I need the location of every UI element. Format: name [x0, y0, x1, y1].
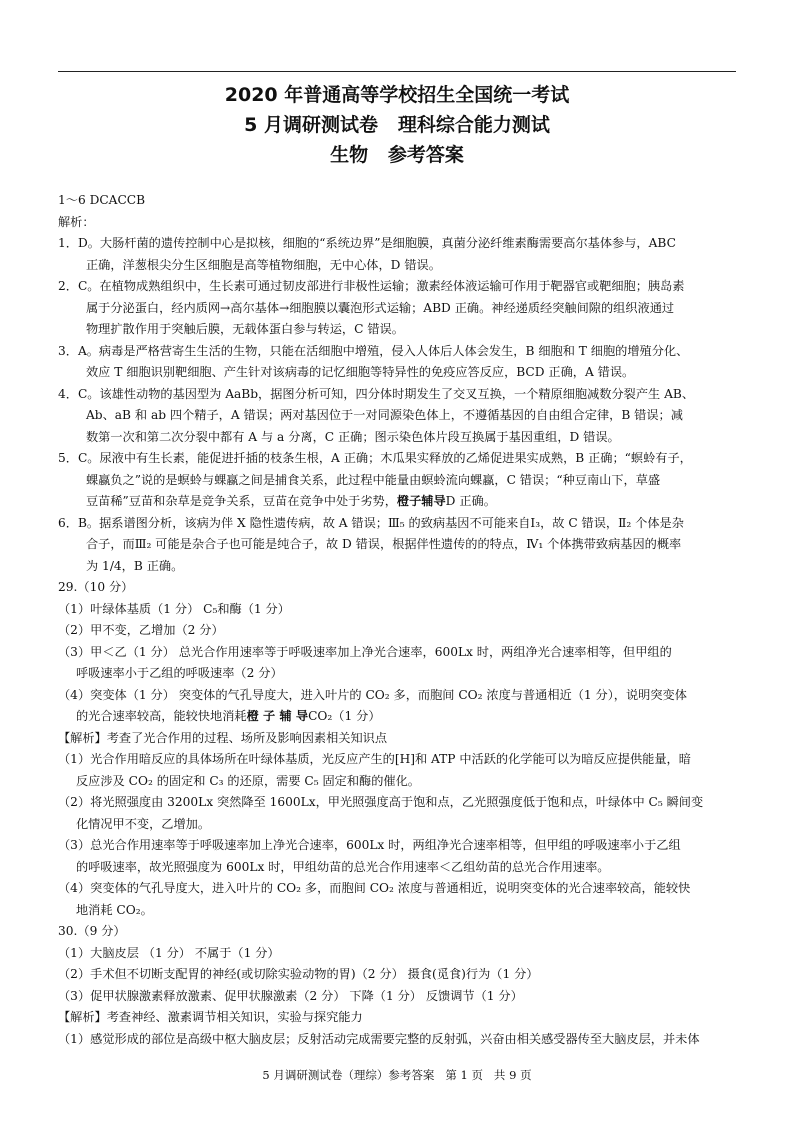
q29-analysis-heading: 【解析】考查了光合作用的过程、场所及影响因素相关知识点: [58, 730, 388, 745]
watermark-text: 橙 子 辅 导: [246, 709, 309, 723]
q1-line-2: 正确，洋葱根尖分生区细胞是高等植物细胞，无中心体，D 错误。: [86, 257, 441, 272]
answer-key: 1～6 DCACCB: [58, 193, 146, 207]
analysis-label: 解析：: [58, 214, 95, 229]
q4-line-2: Ab、aB 和 ab 四个精子，A 错误；两对基因位于一对同源染色体上，不遵循基因的自由组合定律，B 错误；减: [86, 408, 683, 422]
q29-explain-2-line-2: 化情况甲不变，乙增加。: [76, 816, 211, 831]
q29-explain-1-line-1: （1）光合作用暗反应的具体场所在叶绿体基质，光反应产生的[H]和 ATP 中活跃的化学能可以为暗反应提供能量，暗: [58, 752, 691, 766]
q29-answer-4-text: 的光合速率较高，能较快地消耗: [76, 709, 247, 723]
q29-explain-4-line-2: 地消耗 CO₂。: [76, 902, 153, 917]
q4-line-3: 数第一次和第二次分裂中都有 A 与 a 分离，C 正确；图示染色体片段互换属于基因重组，D 错误。: [86, 429, 620, 444]
q6-line-3: 为 1/4，B 正确。: [86, 558, 184, 573]
q29-explain-3-line-2: 的呼吸速率，故光照强度为 600Lx 时，甲组幼苗的总光合作用速率＜乙组幼苗的总光合作用速率。: [76, 859, 610, 874]
q29-explain-3-line-1: （3）总光合作用速率等于呼吸速率加上净光合速率，600Lx 时，两组净光合速率相等，但甲组的呼吸速率小于乙组: [58, 838, 681, 852]
q30-answer-3: （3）促甲状腺激素释放激素、促甲状腺激素（2 分） 下降（1 分） 反馈调节（1 分）: [58, 988, 523, 1003]
q6-line-2: 合子，而Ⅲ₂ 可能是杂合子也可能是纯合子，故 D 错误，根据伴性遗传的的特点，Ⅳ₁ 个体携带致病基因的概率: [86, 537, 682, 551]
q29-answer-3-line-1: （3）甲＜乙（1 分） 总光合作用速率等于呼吸速率加上净光合速率，600Lx 时，两组净光合速率相等，但甲组的: [58, 644, 672, 659]
answer-content: [58, 190, 740, 1050]
q3-line-2: 效应 T 细胞识别靶细胞、产生针对该病毒的记忆细胞等特异性的免疫应答反应，BCD 正确，A 错误。: [86, 365, 635, 379]
q1-line-1: 1．D。大肠杆菌的遗传控制中心是拟核，细胞的“系统边界”是细胞膜，真菌分泌纤维素酶需要高尔基体参与，ABC: [58, 236, 676, 250]
q5-line-1: 5．C。尿液中有生长素，能促进扦插的枝条生根，A 正确；木瓜果实释放的乙烯促进果实成熟，B 正确；“螟蛉有子，: [58, 451, 692, 465]
q5-line-2: 蜾蠃负之”说的是螟蛉与蜾蠃之间是捕食关系，此过程中能量由螟蛉流向蜾蠃，C 错误；“种豆南山下，草盛: [86, 472, 661, 487]
q4-line-1: 4．C。该雄性动物的基因型为 AaBb，据图分析可知，四分体时期发生了交叉互换，一个精原细胞减数分裂产生 AB、: [58, 386, 695, 401]
q6-line-1: 6．B。据系谱图分析，该病为伴 X 隐性遗传病，故 A 错误；Ⅲ₅ 的致病基因不可能来自Ⅰ₃，故 C 错误，Ⅱ₂ 个体是杂: [58, 515, 684, 530]
q29-explain-2-line-1: （2）将光照强度由 3200Lx 突然降至 1600Lx，甲光照强度高于饱和点，乙光照强度低于饱和点，叶绿体中 C₅ 瞬间变: [58, 795, 704, 809]
page-footer: 5 月调研测试卷（理综）参考答案 第 1 页 共 9 页: [262, 1068, 532, 1082]
q29-answer-2: （2）甲不变，乙增加（2 分）: [58, 623, 224, 637]
q30-answer-2: （2）手术但不切断支配胃的神经(或切除实验动物的胃)（2 分） 摄食(觅食)行为（1 分）: [58, 967, 539, 981]
q2-line-3: 物理扩散作用于突触后膜，无载体蛋白参与转运，C 错误。: [86, 322, 404, 336]
q29-answer-3-line-2: 呼吸速率小于乙组的呼吸速率（2 分）: [76, 666, 283, 680]
q29-explain-4-line-1: （4）突变体的气孔导度大，进入叶片的 CO₂ 多，而胞间 CO₂ 浓度与普通相近，说明突变体的光合速率较高，能较快: [58, 881, 691, 895]
q5-line-3-end: D 正确。: [445, 494, 496, 508]
q2-line-1: 2．C。在植物成熟组织中，生长素可通过韧皮部进行非极性运输；激素经体液运输可作用于靶器官或靶细胞；胰岛素: [58, 279, 685, 293]
q30-answer-1: （1）大脑皮层 （1 分） 不属于（1 分）: [58, 945, 280, 960]
q30-analysis-heading: 【解析】考查神经、激素调节相关知识，实验与探究能力: [58, 1010, 363, 1024]
exam-subtitle: 5 月调研测试卷 理科综合能力测试: [244, 114, 550, 136]
q29-answer-4-line-1: （4）突变体（1 分） 突变体的气孔导度大，进入叶片的 CO₂ 多，而胞间 CO₂ 浓度与普通相近（1 分），说明突变体: [58, 687, 687, 702]
q30-heading: 30.（9 分）: [58, 924, 126, 938]
q5-line-3-text: 豆苗稀”豆苗和杂草是竞争关系，豆苗在竞争中处于劣势，: [86, 494, 397, 508]
q29-answer-4-end: CO₂（1 分）: [308, 709, 381, 723]
q2-line-2: 属于分泌蛋白，经内质网→高尔基体→细胞膜以囊泡形式运输；ABD 正确。神经递质经突触间隙的组织液通过: [86, 300, 675, 315]
q29-answer-1: （1）叶绿体基质（1 分） C₅和酶（1 分）: [58, 601, 290, 616]
q29-heading: 29.（10 分）: [58, 580, 134, 594]
q3-line-1: 3．A。病毒是严格营寄生生活的生物，只能在活细胞中增殖，侵入人体后人体会发生，B 细胞和 T 细胞的增殖分化、: [58, 343, 689, 358]
q5-line-3: [58, 491, 740, 513]
q30-explain-1: （1）感觉形成的部位是高级中枢大脑皮层；反射活动完成需要完整的反射弧，兴奋由相关感受器传至大脑皮层，并未体: [58, 1031, 700, 1046]
q29-explain-1-line-2: 反应涉及 CO₂ 的固定和 C₃ 的还原，需要 C₅ 固定和酶的催化。: [76, 773, 420, 788]
answer-title: 生物 参考答案: [330, 144, 464, 166]
title-block: [0, 80, 794, 170]
watermark-text: 橙子辅导: [396, 494, 446, 508]
q29-answer-4-line-2: [58, 706, 740, 728]
exam-title: 2020 年普通高等学校招生全国统一考试: [224, 84, 570, 106]
header-rule: [58, 71, 736, 72]
